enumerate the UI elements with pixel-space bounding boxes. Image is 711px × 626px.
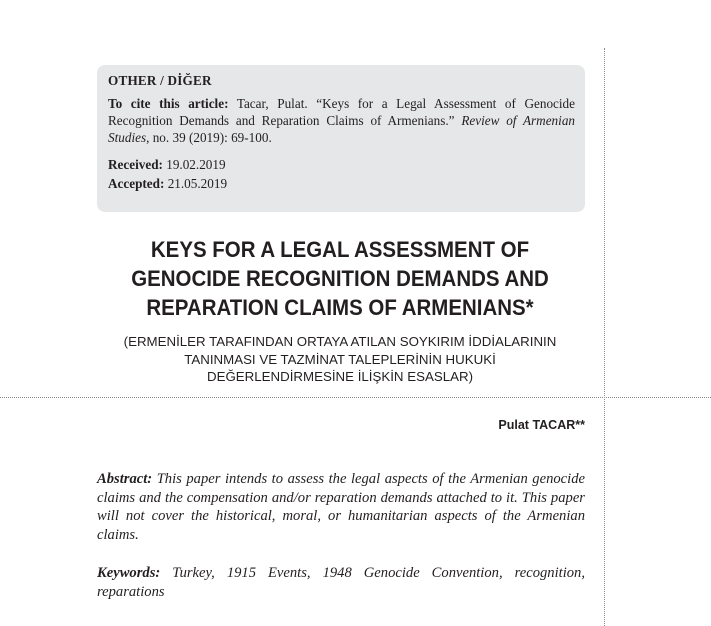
- article-category: OTHER / DİĞER: [108, 73, 212, 88]
- cite-details: , no. 39 (2019): 69-100.: [146, 130, 272, 145]
- citation-text: [108, 95, 575, 146]
- received-label: Received:: [108, 157, 163, 172]
- accepted-row: [108, 174, 575, 193]
- abstract-text: This paper intends to assess the legal aspects of the Armenian genocide claims and the compensation and/or reparation demands attached to it. This paper will not cover the historical, moral, or humanitarian aspects of the Armenian claims.: [97, 471, 585, 543]
- keywords-paragraph: [97, 564, 585, 601]
- cite-journal: Review of Armenian Studies: [108, 113, 576, 145]
- accepted-date: 21.05.2019: [167, 176, 228, 191]
- title-line: GENOCIDE RECOGNITION DEMANDS AND: [131, 266, 549, 291]
- received-row: [108, 155, 575, 174]
- subtitle-line: (ERMENİLER TARAFINDAN ORTAYA ATILAN SOYKIRIM İDDİALARININ: [123, 334, 557, 349]
- keywords-label: Keywords:: [97, 565, 161, 581]
- article-subtitle: [70, 333, 610, 386]
- accepted-label: Accepted:: [108, 176, 165, 191]
- citation-box: [97, 65, 585, 212]
- subtitle-line: TANINMASI VE TAZMİNAT TALEPLERİNİN HUKUKİ: [184, 351, 496, 367]
- subtitle-line: DEĞERLENDİRMESİNE İLİŞKİN ESASLAR): [206, 369, 473, 384]
- title-line: KEYS FOR A LEGAL ASSESSMENT OF: [150, 237, 530, 262]
- received-date: 19.02.2019: [166, 157, 226, 172]
- title-line: REPARATION CLAIMS OF ARMENIANS*: [146, 295, 534, 320]
- cite-author: Tacar, Pulat.: [236, 96, 308, 111]
- cite-label: To cite this article:: [108, 96, 229, 111]
- article-title: [108, 235, 573, 322]
- keywords-text: Turkey, 1915 Events, 1948 Genocide Convention, recognition, reparations: [97, 565, 585, 600]
- abstract-paragraph: [97, 470, 585, 544]
- author-name: Pulat TACAR**: [498, 418, 585, 432]
- horizontal-section-divider: [0, 397, 711, 398]
- abstract-label: Abstract:: [97, 471, 153, 487]
- article-dates: [108, 155, 575, 193]
- cite-title: “Keys for a Legal Assessment of Genocide Recognition Demands and Reparation Claims of Armenians.”: [108, 96, 575, 128]
